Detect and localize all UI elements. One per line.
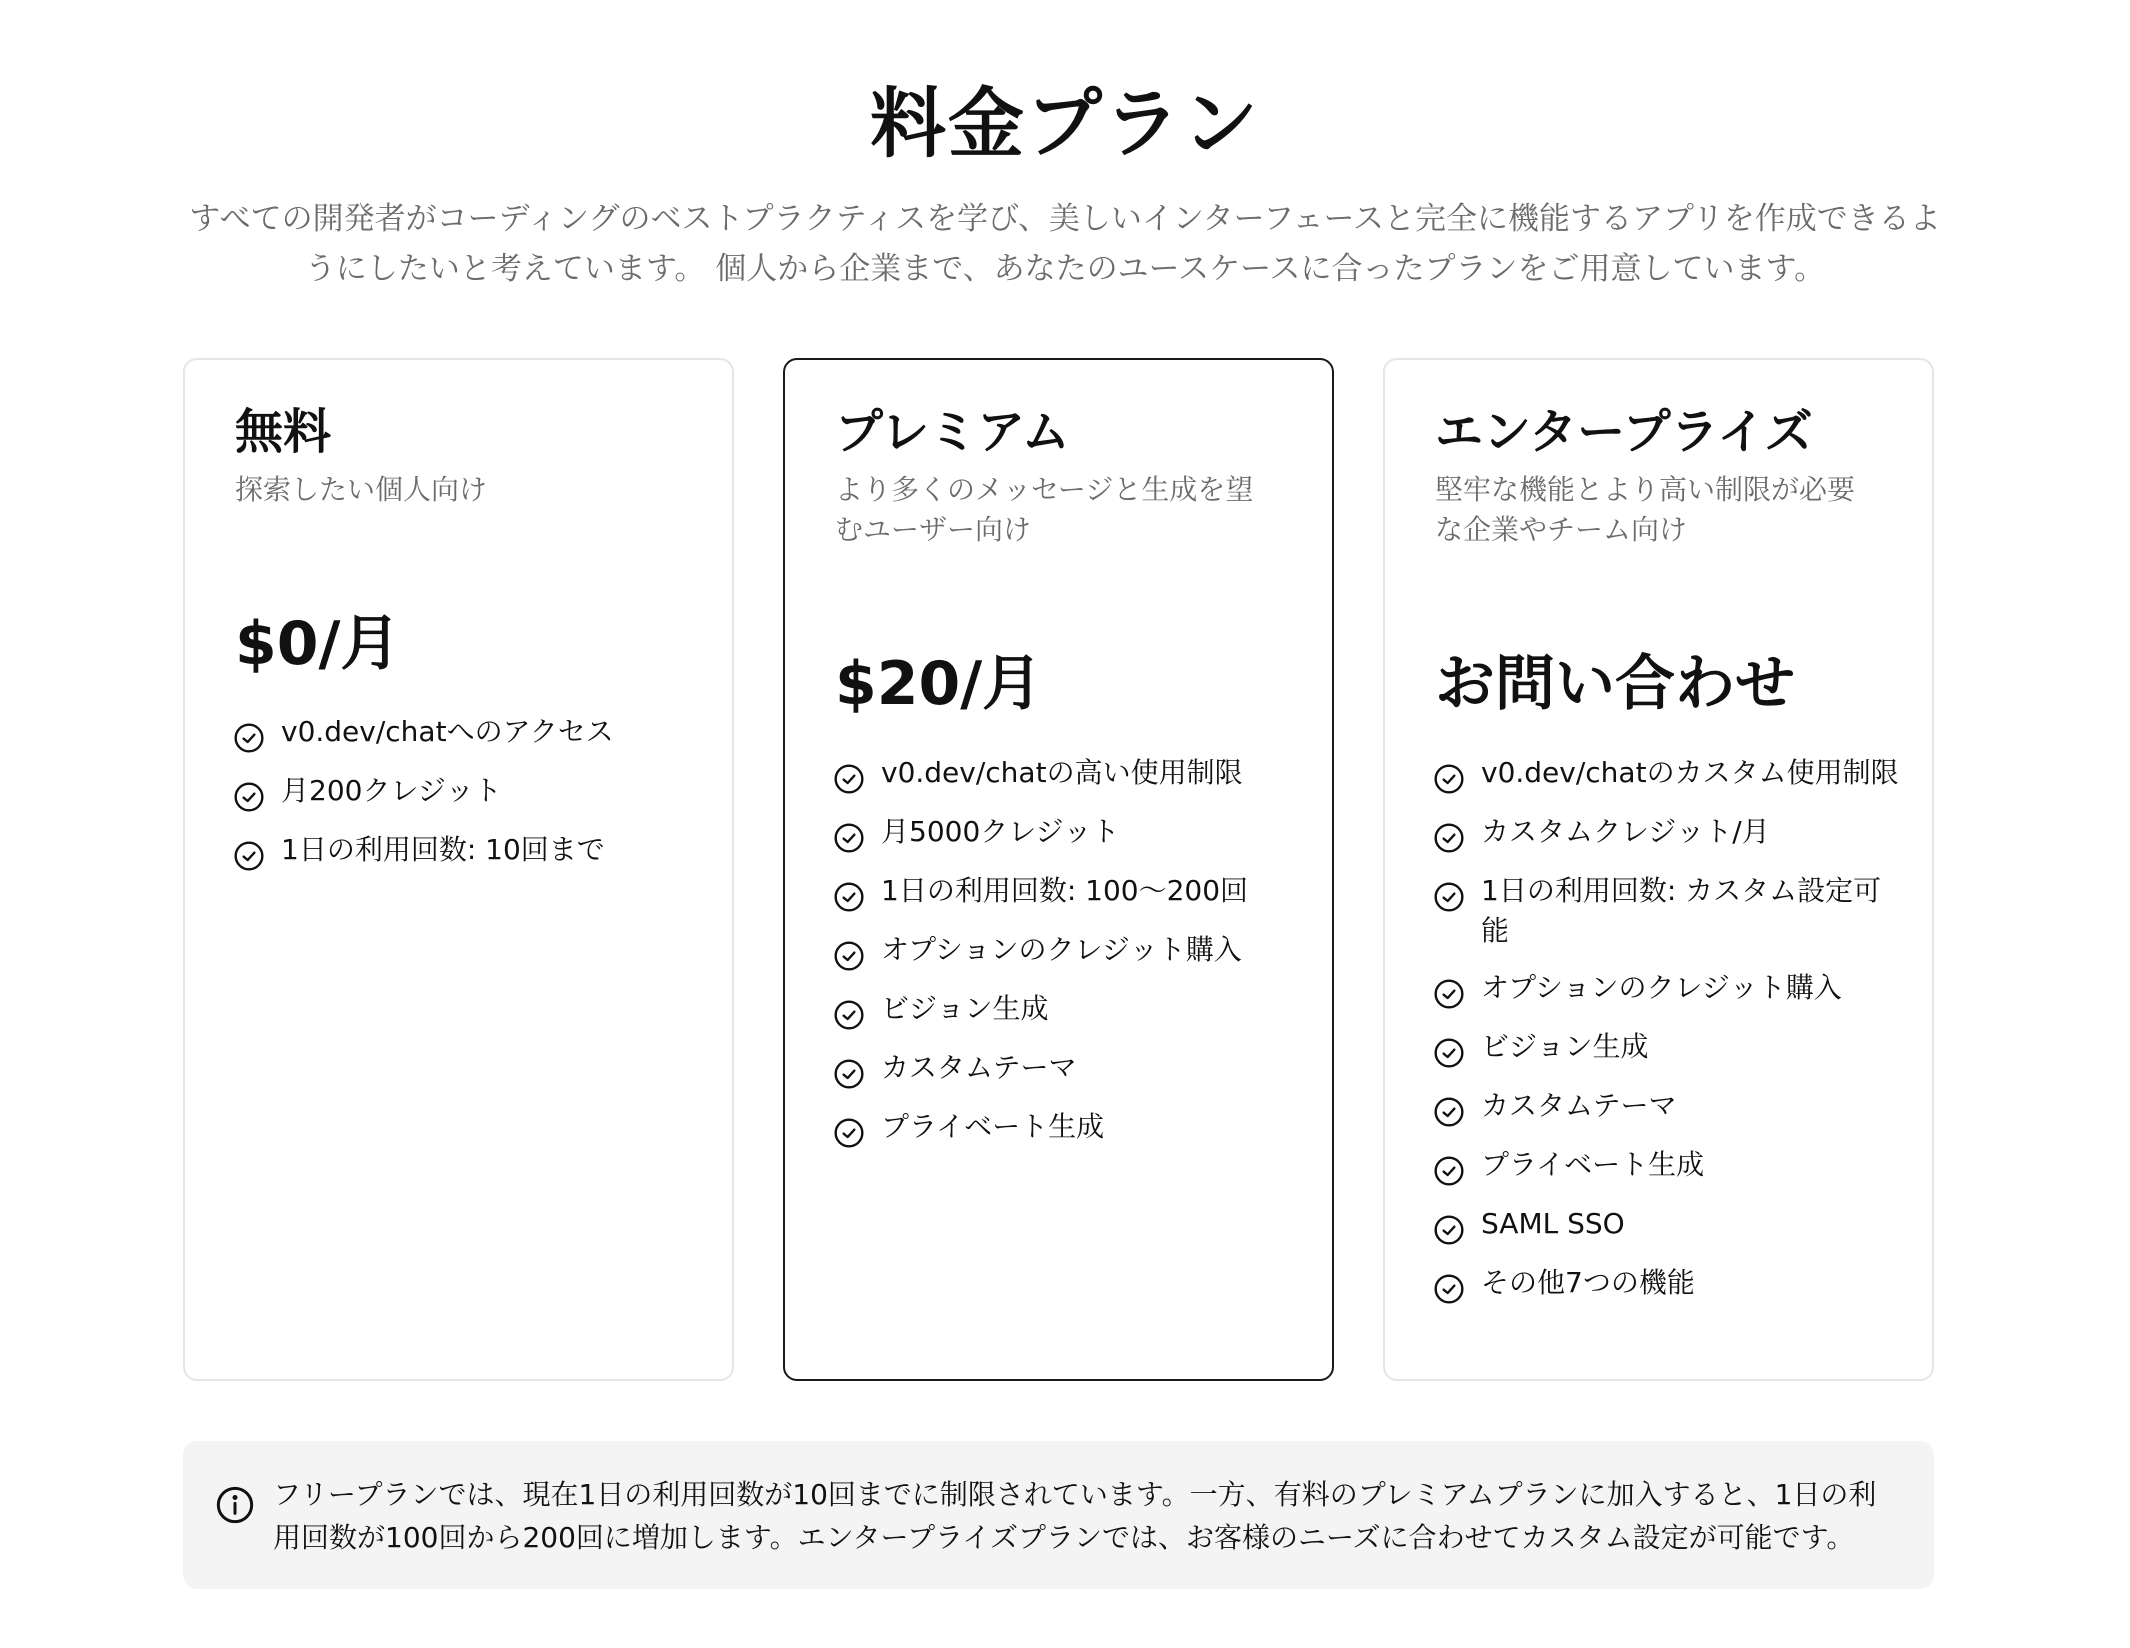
feature-list: [1433, 753, 1903, 1322]
feature-item: [233, 771, 703, 813]
check-circle-icon: [233, 840, 265, 872]
check-circle-icon: [1433, 881, 1465, 913]
feature-item: [1433, 1204, 1903, 1246]
page-subtitle: すべての開発者がコーディングのベストプラクティスを学び、美しいインターフェースと完全に機能するアプリを作成できるようにしたいと考えています。 個人から企業まで、あなたのユースケースに合ったプランをご用意しています。: [189, 201, 1941, 287]
feature-item: [833, 989, 1303, 1031]
feature-item: [1433, 812, 1903, 854]
plan-name: エンタープライズ: [1435, 404, 1813, 460]
plan-price: $20/月: [835, 649, 1043, 719]
check-circle-icon: [1433, 1037, 1465, 1069]
info-icon: [215, 1485, 255, 1525]
check-circle-icon: [1433, 1214, 1465, 1246]
feature-text: その他7つの機能: [1481, 1266, 1695, 1299]
check-circle-icon: [1433, 1096, 1465, 1128]
check-circle-icon: [833, 763, 865, 795]
feature-item: [1433, 753, 1903, 795]
feature-text: オプションのクレジット購入: [881, 933, 1242, 966]
feature-text: オプションのクレジット購入: [1481, 971, 1842, 1004]
feature-item: [833, 1048, 1303, 1090]
feature-text: ビジョン生成: [881, 992, 1049, 1025]
check-circle-icon: [833, 999, 865, 1031]
feature-text: 1日の利用回数: 100〜200回: [881, 874, 1249, 907]
feature-item: [1433, 1086, 1903, 1128]
feature-text: カスタムテーマ: [881, 1051, 1077, 1084]
feature-text: 月5000クレジット: [881, 815, 1120, 848]
check-circle-icon: [1433, 1273, 1465, 1305]
feature-text: カスタムクレジット/月: [1481, 815, 1770, 848]
check-circle-icon: [833, 1117, 865, 1149]
plan-price: お問い合わせ: [1435, 649, 1795, 719]
feature-item: [833, 1107, 1303, 1149]
feature-text: プライベート生成: [881, 1110, 1105, 1143]
check-circle-icon: [233, 781, 265, 813]
plan-description: 探索したい個人向け: [235, 473, 488, 506]
feature-item: [233, 712, 703, 754]
feature-item: [833, 871, 1303, 913]
check-circle-icon: [1433, 822, 1465, 854]
feature-text: プライベート生成: [1481, 1148, 1705, 1181]
feature-text: 1日の利用回数: 10回まで: [281, 833, 605, 866]
plan-description: より多くのメッセージと生成を望むユーザー向け: [835, 473, 1254, 546]
feature-item: [833, 753, 1303, 795]
feature-item: [1433, 968, 1903, 1010]
plan-card-free[interactable]: [183, 358, 734, 1381]
plan-description: 堅牢な機能とより高い制限が必要な企業やチーム向け: [1435, 473, 1856, 546]
plan-name: プレミアム: [835, 404, 1070, 460]
check-circle-icon: [833, 822, 865, 854]
feature-item: [1433, 1027, 1903, 1069]
feature-text: 月200クレジット: [281, 774, 502, 807]
feature-list: [233, 712, 703, 889]
feature-text: v0.dev/chatの高い使用制限: [881, 756, 1243, 789]
feature-text: v0.dev/chatのカスタム使用制限: [1481, 756, 1899, 789]
check-circle-icon: [833, 1058, 865, 1090]
check-circle-icon: [1433, 763, 1465, 795]
feature-list: [833, 753, 1303, 1166]
feature-text: ビジョン生成: [1481, 1030, 1649, 1063]
feature-item: [1433, 871, 1903, 951]
feature-text: v0.dev/chatへのアクセス: [281, 715, 614, 748]
feature-item: [833, 812, 1303, 854]
plan-name: 無料: [235, 404, 332, 460]
notice-text: フリープランでは、現在1日の利用回数が10回までに制限されています。一方、有料のプレミアムプランに加入すると、1日の利用回数が100回から200回に増加します。エンタープライズプランでは、お客様のニーズに合わせてカスタム設定が可能です。: [273, 1478, 1877, 1554]
feature-text: SAML SSO: [1481, 1207, 1625, 1240]
notice-box: [183, 1441, 1934, 1589]
check-circle-icon: [833, 940, 865, 972]
plan-price: $0/月: [235, 609, 401, 679]
plan-card-premium[interactable]: [783, 358, 1334, 1381]
plan-card-enterprise[interactable]: [1383, 358, 1934, 1381]
feature-item: [233, 830, 703, 872]
page-title: 料金プラン: [870, 79, 1260, 168]
check-circle-icon: [833, 881, 865, 913]
check-circle-icon: [233, 722, 265, 754]
check-circle-icon: [1433, 1155, 1465, 1187]
feature-text: 1日の利用回数: カスタム設定可能: [1481, 874, 1882, 947]
feature-item: [1433, 1263, 1903, 1305]
feature-item: [1433, 1145, 1903, 1187]
feature-text: カスタムテーマ: [1481, 1089, 1677, 1122]
check-circle-icon: [1433, 978, 1465, 1010]
feature-item: [833, 930, 1303, 972]
